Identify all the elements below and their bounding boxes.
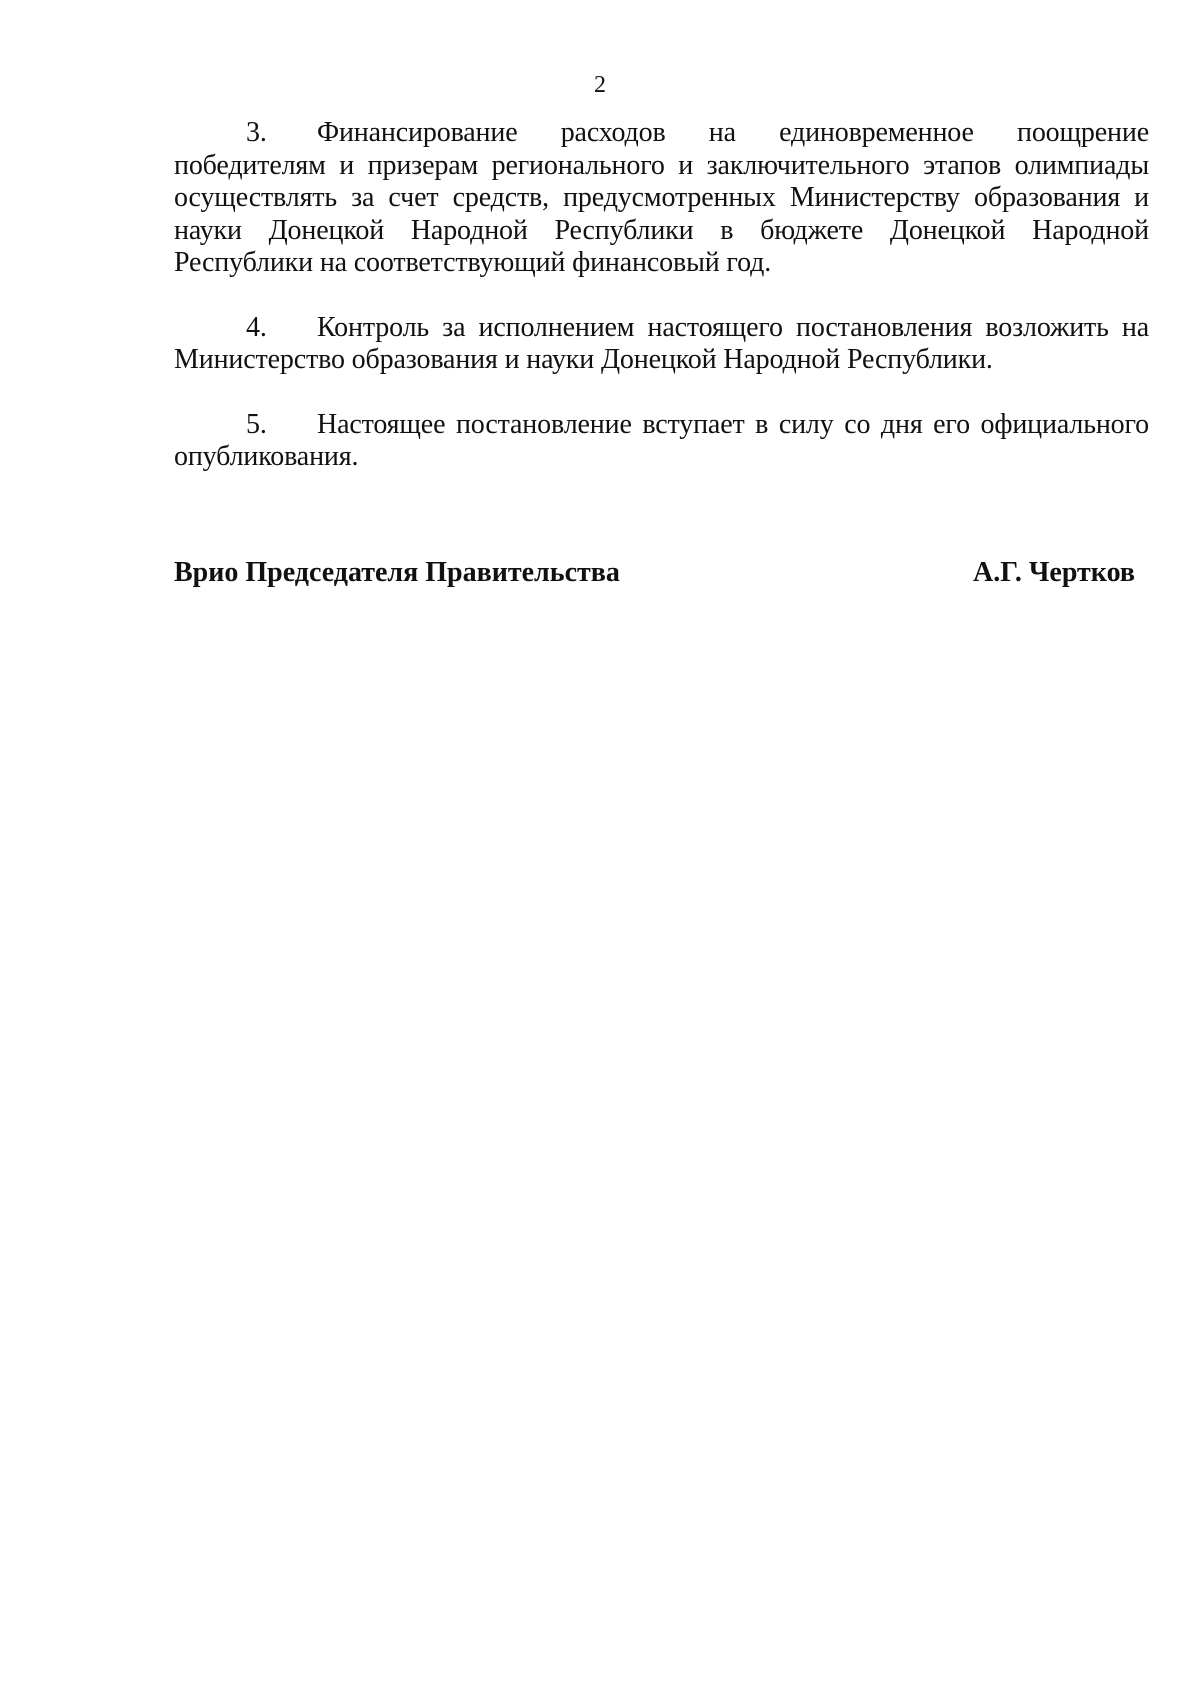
document-body bbox=[174, 117, 1149, 506]
signature-block bbox=[174, 556, 1135, 590]
paragraph-text: Финансирование расходов на единовременное поощрение победителям и призерам регионального и заключительного этапов олимпиады осуществлять за счет средств, предусмотренных Министерству образования и науки Донецкой Народной Республики в бюджете Донецкой Народной Республики на соответствующий финансовый год. bbox=[174, 117, 1149, 278]
page-number: 2 bbox=[594, 72, 606, 98]
signatory-position: Врио Председателя Правительства bbox=[174, 557, 620, 588]
signatory-name: А.Г. Чертков bbox=[973, 557, 1135, 588]
paragraph-number: 4. bbox=[246, 311, 267, 343]
paragraph-number: 5. bbox=[246, 408, 267, 440]
paragraph-number: 3. bbox=[246, 117, 267, 148]
paragraph-4 bbox=[174, 312, 1149, 377]
paragraph-3 bbox=[174, 117, 1149, 280]
paragraph-5 bbox=[174, 409, 1149, 474]
paragraph-text: Настоящее постановление вступает в силу со дня его официального опубликования. bbox=[174, 408, 1149, 472]
paragraph-text: Контроль за исполнением настоящего постановления возложить на Министерство образования и науки Донецкой Народной Республики. bbox=[174, 311, 1149, 375]
